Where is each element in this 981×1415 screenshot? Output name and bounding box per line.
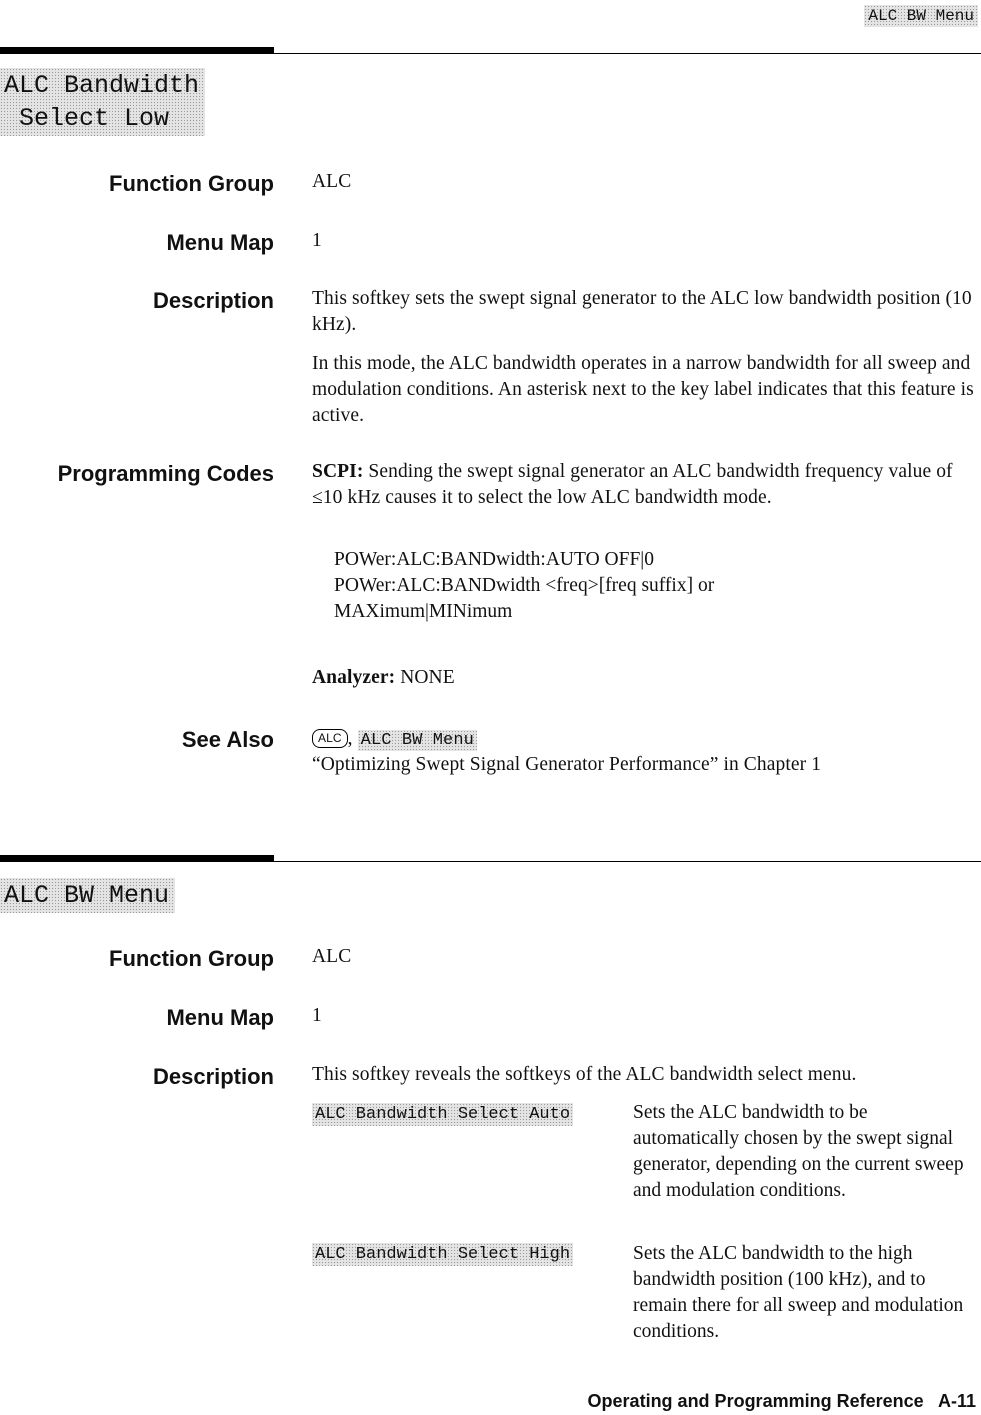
alc-hardkey: ALC [312, 729, 348, 748]
see-also-keys [312, 726, 977, 754]
function-group-label: Function Group [109, 946, 274, 971]
function-group-value: ALC [312, 171, 352, 192]
analyzer-value: NONE [395, 667, 455, 688]
page-number: A-11 [937, 1391, 976, 1411]
function-group-value: ALC [312, 946, 352, 967]
analyzer-line [312, 665, 977, 691]
description-label: Description [152, 1064, 274, 1089]
alc-bw-menu-softkey-ref: ALC BW Menu [358, 730, 477, 751]
alc-bandwidth-select-high-description: Sets the ALC bandwidth to the high bandwidth position (100 kHz), and to remain there for all sweep and modulation conditions. [633, 1243, 964, 1342]
function-group-label: Function Group [109, 171, 274, 196]
see-also-separator: , [347, 728, 358, 749]
scpi-paragraph [312, 459, 977, 511]
menu-map-value: 1 [312, 230, 322, 251]
description-paragraph: This softkey reveals the softkeys of the ALC bandwidth select menu. [312, 1064, 857, 1085]
scpi-label: SCPI: [312, 461, 364, 482]
menu-map-value: 1 [312, 1005, 322, 1026]
section-rule [0, 855, 981, 863]
entry-title-line1: ALC Bandwidth [4, 71, 200, 100]
description-paragraph-2: In this mode, the ALC bandwidth operates in a narrow bandwidth for all sweep and modulation conditions. An asterisk next to the key label indicates that this feature is active. [312, 353, 974, 426]
page-footer [588, 1391, 976, 1412]
running-head-softkey: ALC BW Menu [864, 5, 978, 27]
scpi-text: Sending the swept signal generator an ALC bandwidth frequency value of ≤10 kHz causes it to select the low ALC bandwidth mode. [312, 461, 953, 508]
scpi-code-block [334, 547, 974, 625]
scpi-code-line: POWer:ALC:BANDwidth:AUTO OFF|0 [334, 549, 654, 570]
description-label: Description [152, 288, 274, 313]
description-paragraph-1: This softkey sets the swept signal generator to the ALC low bandwidth position (10 kHz). [312, 288, 972, 335]
alc-bandwidth-select-auto-description: Sets the ALC bandwidth to be automatically chosen by the swept signal generator, depending on the current sweep and modulation conditions. [633, 1102, 964, 1201]
menu-map-label: Menu Map [166, 230, 274, 255]
alc-bandwidth-select-high-softkey: ALC Bandwidth Select High [312, 1243, 573, 1266]
menu-map-label: Menu Map [166, 1005, 274, 1030]
section-rule [0, 47, 981, 55]
scpi-code-line: MAXimum|MINimum [334, 601, 513, 622]
see-also-reference: “Optimizing Swept Signal Generator Performance” in Chapter 1 [312, 754, 822, 775]
alc-bandwidth-select-auto-softkey: ALC Bandwidth Select Auto [312, 1103, 573, 1126]
entry-title-alc-bandwidth-select-low [0, 68, 205, 136]
entry-title-alc-bw-menu: ALC BW Menu [0, 878, 175, 913]
entry-title-line2: Select Low [4, 104, 170, 133]
footer-section: Operating and Programming Reference [587, 1391, 924, 1411]
analyzer-label: Analyzer: [312, 667, 396, 688]
programming-codes-label: Programming Codes [57, 461, 274, 486]
see-also-label: See Also [181, 727, 274, 752]
scpi-code-line: POWer:ALC:BANDwidth <freq>[freq suffix] or [334, 575, 715, 596]
